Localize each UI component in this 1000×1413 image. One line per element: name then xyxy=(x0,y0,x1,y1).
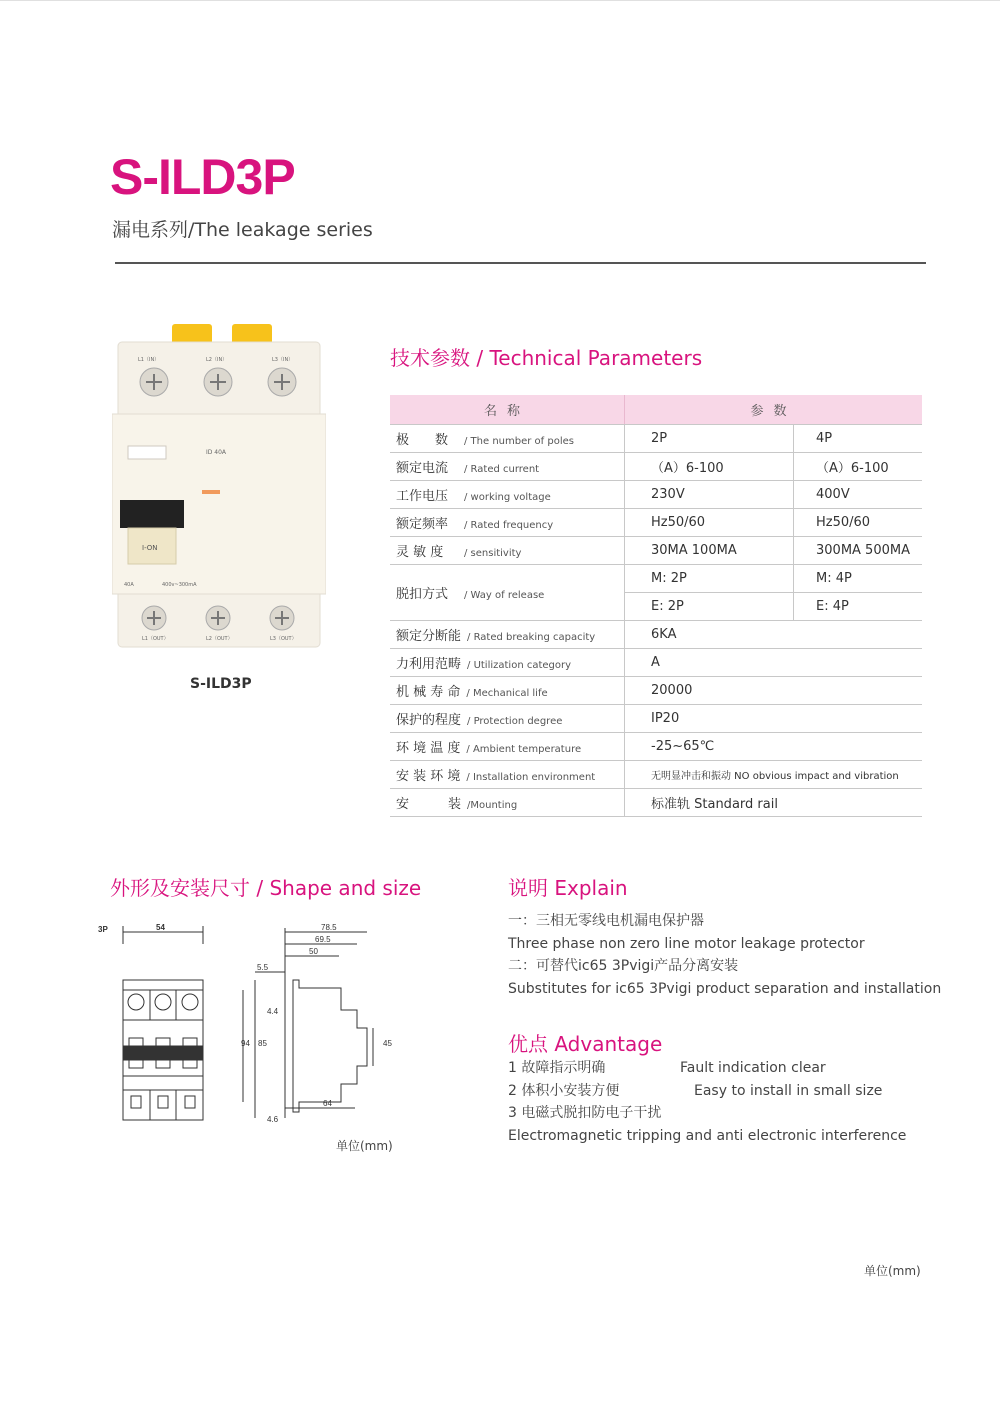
dim-rail: 4.6 xyxy=(267,1115,279,1124)
top-terminal-label-3: L3（IN） xyxy=(272,357,294,363)
technical-parameters-table xyxy=(390,395,922,817)
page-subtitle: 漏电系列/The leakage series xyxy=(112,219,373,241)
explain-title: 说明 Explain xyxy=(508,876,628,900)
dim-base: 64 xyxy=(323,1099,332,1108)
table-row-release-1 xyxy=(390,565,922,593)
param-value-2p: 230V xyxy=(625,481,794,509)
param-name-cn: 环 境 温 度 xyxy=(396,741,461,756)
advantage-item-1 xyxy=(508,1057,906,1080)
table-header-row xyxy=(390,395,922,425)
param-value: IP20 xyxy=(625,705,923,733)
param-value: 6KA xyxy=(625,621,923,649)
param-name-cn: 机 械 寿 命 xyxy=(396,685,461,700)
side-view-profile xyxy=(293,980,367,1112)
param-name-en: / Ambient temperature xyxy=(466,744,582,755)
advantage-title: 优点 Advantage xyxy=(508,1032,663,1056)
param-name-en: / Installation environment xyxy=(466,772,596,783)
param-value-2p: 2P xyxy=(625,425,794,453)
explain-line-3: 二：可替代ic65 3Pvigi产品分离安装 xyxy=(508,958,739,974)
dim-height-body: 85 xyxy=(258,1039,267,1048)
param-name-cn: 保护的程度 xyxy=(396,713,462,728)
dim-width: 54 xyxy=(156,923,165,932)
bottom-terminal-label-2: L2（OUT） xyxy=(206,636,233,642)
advantage-item-3-cn: 3 电磁式脱扣防电子干扰 xyxy=(508,1105,662,1121)
param-value: -25~65℃ xyxy=(625,733,923,761)
param-value-4p: 300MA 500MA xyxy=(794,537,923,565)
table-row xyxy=(390,705,922,733)
param-value-2p: Hz50/60 xyxy=(625,509,794,537)
param-name-en: / Utilization category xyxy=(467,660,572,671)
table-row xyxy=(390,425,922,453)
explain-line-4: Substitutes for ic65 3Pvigi product separation and installation xyxy=(508,980,942,997)
param-name-en: / Way of release xyxy=(464,590,545,601)
technical-parameters-title: 技术参数 / Technical Parameters xyxy=(390,346,703,370)
param-value-4p: 400V xyxy=(794,481,923,509)
param-value-4p: （A）6-100 xyxy=(794,453,923,481)
param-name-cn: 力利用范畴 xyxy=(396,657,462,672)
advantage-item-2-cn: 2 体积小安装方便 xyxy=(508,1082,620,1099)
dim-depth-2: 69.5 xyxy=(315,935,331,944)
table-header-name: 名称 xyxy=(390,395,625,425)
table-row xyxy=(390,761,922,789)
table-row xyxy=(390,537,922,565)
rating-label: ID 40A xyxy=(206,449,227,456)
advantage-item-2 xyxy=(508,1080,906,1103)
explain-text xyxy=(508,910,941,1000)
dim-poles: 3P xyxy=(98,925,108,934)
table-row xyxy=(390,509,922,537)
param-name-cn: 极 数 xyxy=(396,433,449,448)
advantage-list xyxy=(508,1057,906,1147)
header-divider xyxy=(115,262,926,264)
param-value-2p: （A）6-100 xyxy=(625,453,794,481)
top-terminal-label-1: L1（IN） xyxy=(138,357,160,363)
param-value: 20000 xyxy=(625,677,923,705)
table-row xyxy=(390,453,922,481)
table-row xyxy=(390,649,922,677)
param-value-4p: E: 4P xyxy=(794,593,923,621)
handle-label: I-ON xyxy=(142,544,158,552)
param-name-en: / working voltage xyxy=(464,492,551,503)
bottom-rating-left: 40A xyxy=(124,582,134,588)
advantage-item-1-en: Fault indication clear xyxy=(680,1060,826,1076)
table-row xyxy=(390,733,922,761)
param-value-4p: Hz50/60 xyxy=(794,509,923,537)
drawing-unit-label: 单位(mm) xyxy=(336,1139,393,1153)
footer-unit-label: 单位(mm) xyxy=(864,1264,921,1278)
param-name-cn: 安 装 xyxy=(396,797,462,812)
dim-depth-3: 50 xyxy=(309,947,318,956)
explain-line-2: Three phase non zero line motor leakage protector xyxy=(508,935,865,952)
param-name-cn: 额定分断能 xyxy=(396,629,462,644)
param-value: A xyxy=(625,649,923,677)
table-header-value: 参数 xyxy=(625,395,923,425)
bottom-terminal-label-1: L1（OUT） xyxy=(142,636,169,642)
dim-offset-top: 5.5 xyxy=(257,963,269,972)
product-image xyxy=(112,322,326,652)
dim-depth-1: 78.5 xyxy=(321,923,337,932)
param-name-cn: 安 装 环 境 xyxy=(396,769,461,784)
param-name-cn: 灵 敏 度 xyxy=(396,545,444,560)
explain-line-1: 一：三相无零线电机漏电保护器 xyxy=(508,913,704,929)
param-value-2p: M: 2P xyxy=(625,565,794,593)
param-value: 无明显冲击和振动 NO obvious impact and vibration xyxy=(625,761,923,789)
dim-offset-mid: 4.4 xyxy=(267,1007,279,1016)
param-name-en: / Rated frequency xyxy=(464,520,554,531)
param-name-en: / Rated current xyxy=(464,464,540,475)
status-indicator xyxy=(202,490,220,494)
param-name-cn: 额定电流 xyxy=(396,461,449,476)
advantage-item-3-en: Electromagnetic tripping and anti electronic interference xyxy=(508,1127,907,1144)
param-value-2p: 30MA 100MA xyxy=(625,537,794,565)
param-name-en: / Rated breaking capacity xyxy=(467,632,596,643)
product-caption: S-ILD3P xyxy=(190,676,252,692)
bottom-terminal-label-3: L3（OUT） xyxy=(270,636,297,642)
advantage-item-2-en: Easy to install in small size xyxy=(694,1082,883,1099)
top-border xyxy=(0,0,1000,1)
param-name-en: / Protection degree xyxy=(467,716,563,727)
table-row xyxy=(390,621,922,649)
param-name-cn: 额定频率 xyxy=(396,517,449,532)
param-value-4p: M: 4P xyxy=(794,565,923,593)
dimension-drawing xyxy=(95,918,405,1128)
table-row xyxy=(390,677,922,705)
advantage-item-1-cn: 1 故障指示明确 xyxy=(508,1060,606,1076)
param-name-cn: 脱扣方式 xyxy=(396,587,449,602)
param-value-2p: E: 2P xyxy=(625,593,794,621)
top-terminals xyxy=(140,368,296,396)
param-name-en: / The number of poles xyxy=(464,436,574,447)
top-terminal-label-2: L2（IN） xyxy=(206,357,228,363)
param-name-en: / Mechanical life xyxy=(466,688,548,699)
bottom-rating-mid: 400v~300mA xyxy=(162,582,197,588)
dim-height-total: 94 xyxy=(241,1039,250,1048)
operating-handle xyxy=(120,500,184,528)
dim-front-height: 45 xyxy=(383,1039,392,1048)
param-name-en: /Mounting xyxy=(467,800,518,811)
param-name-cn: 工作电压 xyxy=(396,489,449,504)
shape-size-title: 外形及安装尺寸 / Shape and size xyxy=(110,876,422,900)
param-name-en: / sensitivity xyxy=(464,548,522,559)
indicator-window xyxy=(128,446,166,459)
page-title: S-ILD3P xyxy=(110,149,295,205)
param-value-4p: 4P xyxy=(794,425,923,453)
table-row xyxy=(390,481,922,509)
param-value: 标准轨 Standard rail xyxy=(625,789,923,817)
table-row xyxy=(390,789,922,817)
